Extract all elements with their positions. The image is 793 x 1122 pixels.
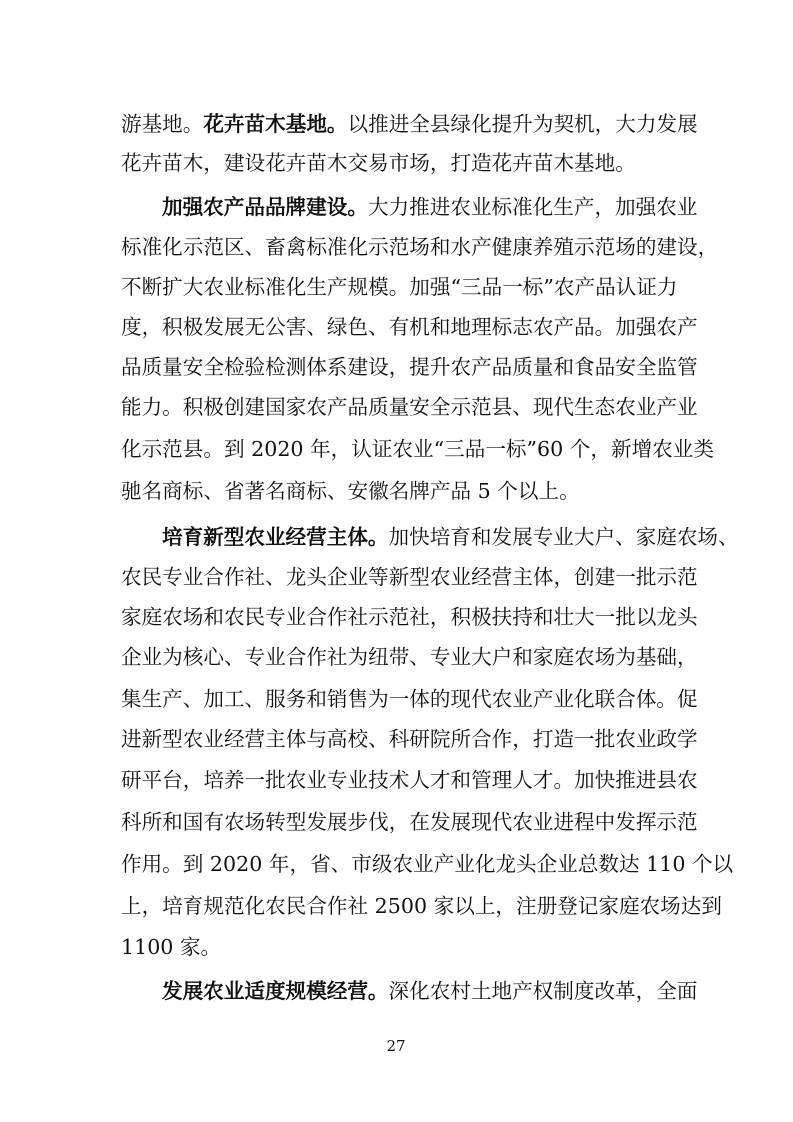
line-text: 标准化示范区、畜禽标准化示范场和水产健康养殖示范场的建设， (121, 235, 719, 259)
line-text: 驰名商标、省著名商标、安徽名牌产品 5 个以上。 (121, 479, 580, 503)
text-line (162, 974, 698, 1008)
line-heading: 发展农业适度规模经营。 (162, 979, 389, 1003)
text-line (121, 270, 681, 304)
line-text: 不断扩大农业标准化生产规模。加强“三品一标”农产品认证力 (121, 275, 678, 299)
line-heading: 花卉苗木基地。 (203, 112, 348, 136)
text-line (121, 847, 734, 881)
text-line (121, 560, 698, 594)
text-line (121, 889, 722, 923)
text-line (121, 930, 681, 964)
text-line (121, 640, 698, 674)
line-text: 品质量安全检验检测体系建设，提升农产品质量和食品安全监管 (121, 355, 698, 379)
line-text: 科所和国有农场转型发展步伐，在发展现代农业进程中发挥示范 (121, 810, 698, 834)
line-text: 游基地。 (121, 112, 204, 136)
line-text: 化示范县。到 2020 年，认证农业“三品一标”60 个，新增农业类 (121, 437, 714, 461)
text-line (121, 390, 698, 424)
text-line (121, 310, 698, 344)
line-text: 加快培育和发展专业大户、家庭农场、 (388, 525, 739, 549)
line-text: 以推进全县绿化提升为契机，大力发展 (347, 112, 698, 136)
text-line (162, 190, 698, 224)
line-text: 研平台，培养一批农业专业技术人才和管理人才。加快推进县农 (121, 768, 698, 792)
text-line (121, 805, 698, 839)
line-text: 集生产、加工、服务和销售为一体的现代农业产业化联合体。促 (121, 687, 698, 711)
page-number: 27 (386, 1037, 406, 1055)
text-line (121, 722, 698, 756)
text-line (121, 474, 681, 508)
line-text: 1100 家。 (121, 935, 222, 959)
text-line (121, 146, 681, 180)
line-text: 上，培育规范化农民合作社 2500 家以上，注册登记家庭农场达到 (121, 894, 722, 918)
text-line (121, 600, 698, 634)
line-text: 能力。积极创建国家农产品质量安全示范县、现代生态农业产业 (121, 395, 698, 419)
text-line (121, 682, 698, 716)
text-line (121, 107, 698, 141)
line-text: 大力推进农业标准化生产，加强农业 (367, 195, 698, 219)
text-line (121, 350, 698, 384)
line-heading: 培育新型农业经营主体。 (162, 525, 389, 549)
line-text: 深化农村土地产权制度改革，全面 (388, 979, 698, 1003)
line-text: 作用。到 2020 年，省、市级农业产业化龙头企业总数达 110 个以 (121, 852, 734, 876)
line-text: 花卉苗木，建设花卉苗木交易市场，打造花卉苗木基地。 (121, 151, 636, 175)
line-text: 进新型农业经营主体与高校、科研院所合作，打造一批农业政学 (121, 727, 698, 751)
text-line (121, 230, 719, 264)
line-text: 农民专业合作社、龙头企业等新型农业经营主体，创建一批示范 (121, 565, 698, 589)
text-line (121, 432, 714, 466)
line-text: 家庭农场和农民专业合作社示范社，积极扶持和壮大一批以龙头 (121, 605, 698, 629)
line-heading: 加强农产品品牌建设。 (162, 195, 368, 219)
line-text: 度，积极发展无公害、绿色、有机和地理标志农产品。加强农产 (121, 315, 698, 339)
text-line (162, 520, 739, 554)
line-text: 企业为核心、专业合作社为纽带、专业大户和家庭农场为基础， (121, 645, 698, 669)
text-line (121, 763, 698, 797)
